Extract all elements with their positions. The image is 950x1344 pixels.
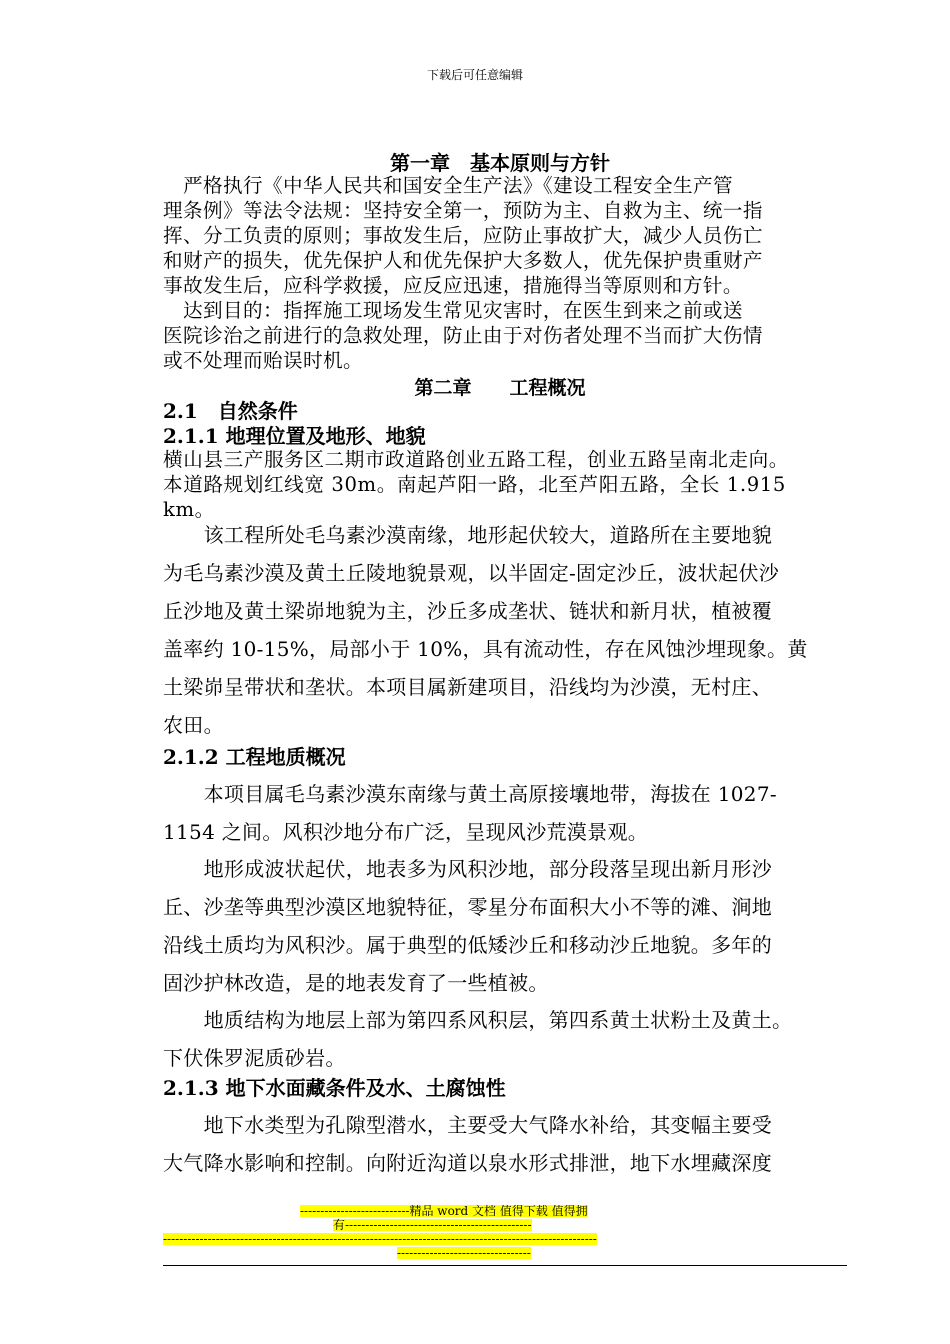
text-line: 严格执行《中华人民共和国安全生产法》《建设工程安全生产管 xyxy=(163,174,734,197)
text-line: 地下水类型为孔隙型潜水，主要受大气降水补给，其变幅主要受 xyxy=(163,1113,772,1137)
text-line: 大气降水影响和控制。向附近沟道以泉水形式排泄，地下水埋藏深度 xyxy=(163,1151,772,1175)
chapter-1-title: 第一章 基本原则与方针 xyxy=(390,151,610,175)
text-line: 本项目属毛乌素沙漠东南缘与黄土高原接壤地带，海拔在 1027- xyxy=(163,782,777,806)
footer-watermark-line-1: ---------------------------精品 word 文档 值得下载 值得拥 xyxy=(300,1204,588,1218)
footer-watermark-line-2: 有---------------------------------------------- xyxy=(333,1218,532,1232)
location-paragraph xyxy=(163,447,789,522)
text-line: 为毛乌素沙漠及黄土丘陵地貌景观，以半固定-固定沙丘，波状起伏沙 xyxy=(163,561,780,585)
terrain-paragraph xyxy=(163,516,808,744)
text-line: 地形成波状起伏，地表多为风积沙地，部分段落呈现出新月形沙 xyxy=(163,857,772,881)
text-line: 沿线土质均为风积沙。属于典型的低矮沙丘和移动沙丘地貌。多年的 xyxy=(163,933,772,957)
text-line: 土梁峁呈带状和垄状。本项目属新建项目，沿线均为沙漠，无村庄、 xyxy=(163,675,772,699)
text-line: 医院诊治之前进行的急救处理，防止由于对伤者处理不当而扩大伤情 xyxy=(163,324,763,347)
chapter-1-paragraph-2 xyxy=(163,298,763,373)
geology-paragraph-2 xyxy=(163,850,772,1002)
text-line: 丘沙地及黄土梁峁地貌为主，沙丘多成垄状、链状和新月状，植被覆 xyxy=(163,599,772,623)
text-line: 理条例》等法令法规：坚持安全第一，预防为主、自救为主、统一指 xyxy=(163,199,763,222)
section-2-1-heading: 2.1 自然条件 xyxy=(163,399,298,423)
text-line: 事故发生后，应科学救援，应反应迅速，措施得当等原则和方针。 xyxy=(163,274,743,297)
text-line: 地质结构为地层上部为第四系风积层，第四系黄土状粉土及黄土。 xyxy=(163,1008,793,1032)
chapter-1-paragraph-1 xyxy=(163,173,763,298)
text-line: 该工程所处毛乌素沙漠南缘，地形起伏较大，道路所在主要地貌 xyxy=(163,523,772,547)
text-line: 挥、分工负责的原则；事故发生后，应防止事故扩大，减少人员伤亡 xyxy=(163,224,763,247)
text-line: 和财产的损失，优先保护人和优先保护大多数人，优先保护贵重财产 xyxy=(163,249,763,272)
chapter-2-title: 第二章 工程概况 xyxy=(414,377,586,399)
geology-paragraph-1 xyxy=(163,775,777,851)
text-line: 固沙护林改造，是的地表发育了一些植被。 xyxy=(163,971,549,995)
text-line: 或不处理而贻误时机。 xyxy=(163,349,363,372)
section-2-1-3-heading: 2.1.3 地下水面藏条件及水、土腐蚀性 xyxy=(163,1076,506,1100)
text-line: 本道路规划红线宽 30m。南起芦阳一路，北至芦阳五路，全长 1.915 xyxy=(163,473,786,496)
footer-divider xyxy=(163,1265,847,1266)
section-2-1-1-heading: 2.1.1 地理位置及地形、地貌 xyxy=(163,424,426,448)
footer-watermark-line-3: ----------------------------------------------------------------------------------------------------------- xyxy=(163,1232,597,1246)
text-line: 横山县三产服务区二期市政道路创业五路工程，创业五路呈南北走向。 xyxy=(163,448,790,471)
text-line: 农田。 xyxy=(163,713,224,737)
section-2-1-2-heading: 2.1.2 工程地质概况 xyxy=(163,745,346,769)
groundwater-paragraph xyxy=(163,1106,772,1182)
text-line: km。 xyxy=(163,498,215,521)
text-line: 1154 之间。风积沙地分布广泛，呈现风沙荒漠景观。 xyxy=(163,820,649,844)
text-line: 盖率约 10-15%，局部小于 10%，具有流动性，存在风蚀沙埋现象。黄 xyxy=(163,637,808,661)
text-line: 达到目的：指挥施工现场发生常见灾害时，在医生到来之前或送 xyxy=(163,299,743,322)
page-header: 下载后可任意编辑 xyxy=(426,68,523,82)
text-line: 丘、沙垄等典型沙漠区地貌特征，零星分布面积大小不等的滩、涧地 xyxy=(163,895,772,919)
text-line: 下伏侏罗泥质砂岩。 xyxy=(163,1046,346,1070)
geology-paragraph-3 xyxy=(163,1001,792,1077)
footer-watermark-line-4: --------------------------------- xyxy=(397,1246,531,1260)
